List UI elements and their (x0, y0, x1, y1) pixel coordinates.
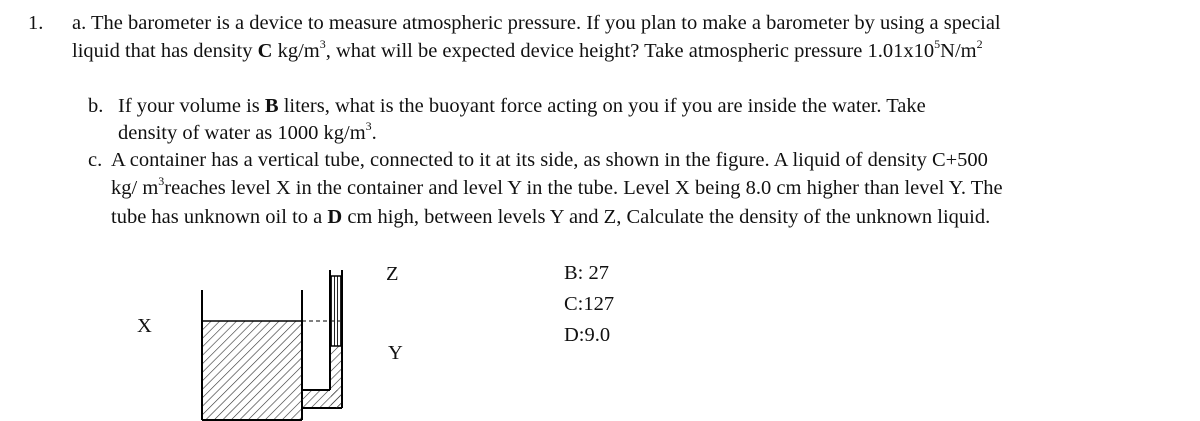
variable-d: D (327, 206, 343, 228)
exponent-5: 5 (934, 37, 941, 51)
part-b-line-2 (118, 121, 377, 145)
part-c-line-3 (111, 205, 990, 229)
label-x: X (137, 315, 152, 337)
part-b-text-post: liters, what is the buoyant force acting on you if you are inside the water. Take (278, 95, 926, 117)
question-number: 1. (28, 12, 44, 34)
oil-column (331, 276, 341, 346)
part-c-text-pre: kg/ m (111, 177, 159, 199)
part-a-text-pre: liquid that has density (72, 40, 258, 62)
label-y: Y (388, 342, 403, 364)
part-c-text-line-3-post: cm high, between levels Y and Z, Calculate the density of the unknown liquid. (342, 206, 991, 228)
value-c: C:127 (564, 293, 615, 315)
part-b-text-pre: If your volume is (118, 95, 265, 117)
container-liquid (203, 321, 301, 419)
superscript-2: 2 (976, 37, 983, 51)
part-a-line-1 (72, 11, 1001, 35)
part-c-line-2 (111, 176, 1003, 200)
value-b: B: 27 (564, 262, 609, 284)
part-b-marker: b. (88, 95, 104, 117)
part-b-period: . (371, 122, 377, 144)
tube-liquid (331, 346, 341, 408)
superscript-3: 3 (319, 37, 326, 51)
part-a-text-mid: , what will be expected device height? Take atmospheric pressure 1.01x10 (325, 40, 935, 62)
unit-kg-m: kg/m (272, 40, 320, 62)
unit-n-m: N/m (940, 40, 977, 62)
part-a-text-line-1: The barometer is a device to measure atmospheric pressure. If you plan to make a barometer by using a special (91, 12, 1001, 34)
variable-c: C (257, 40, 273, 62)
part-c-text-line-3-pre: tube has unknown oil to a (111, 206, 328, 228)
container-tube-figure (180, 250, 380, 421)
part-c-marker: c. (88, 149, 103, 171)
superscript-3: 3 (158, 174, 165, 188)
vertical-tube (330, 270, 342, 408)
variable-b: B (264, 95, 279, 117)
label-z: Z (386, 263, 399, 285)
part-a-line-2 (72, 39, 983, 63)
part-a-marker: a. (72, 12, 87, 34)
part-c-text-post: reaches level X in the container and level Y in the tube. Level X being 8.0 cm higher than level Y. The (164, 177, 1003, 199)
part-b-line-1 (118, 94, 926, 118)
superscript-3: 3 (365, 119, 372, 133)
part-c-line-1: A container has a vertical tube, connected to it at its side, as shown in the figure. A liquid of density C+500 (111, 149, 988, 171)
value-d: D:9.0 (564, 324, 611, 346)
part-b-text-line-2: density of water as 1000 kg/m (118, 122, 366, 144)
